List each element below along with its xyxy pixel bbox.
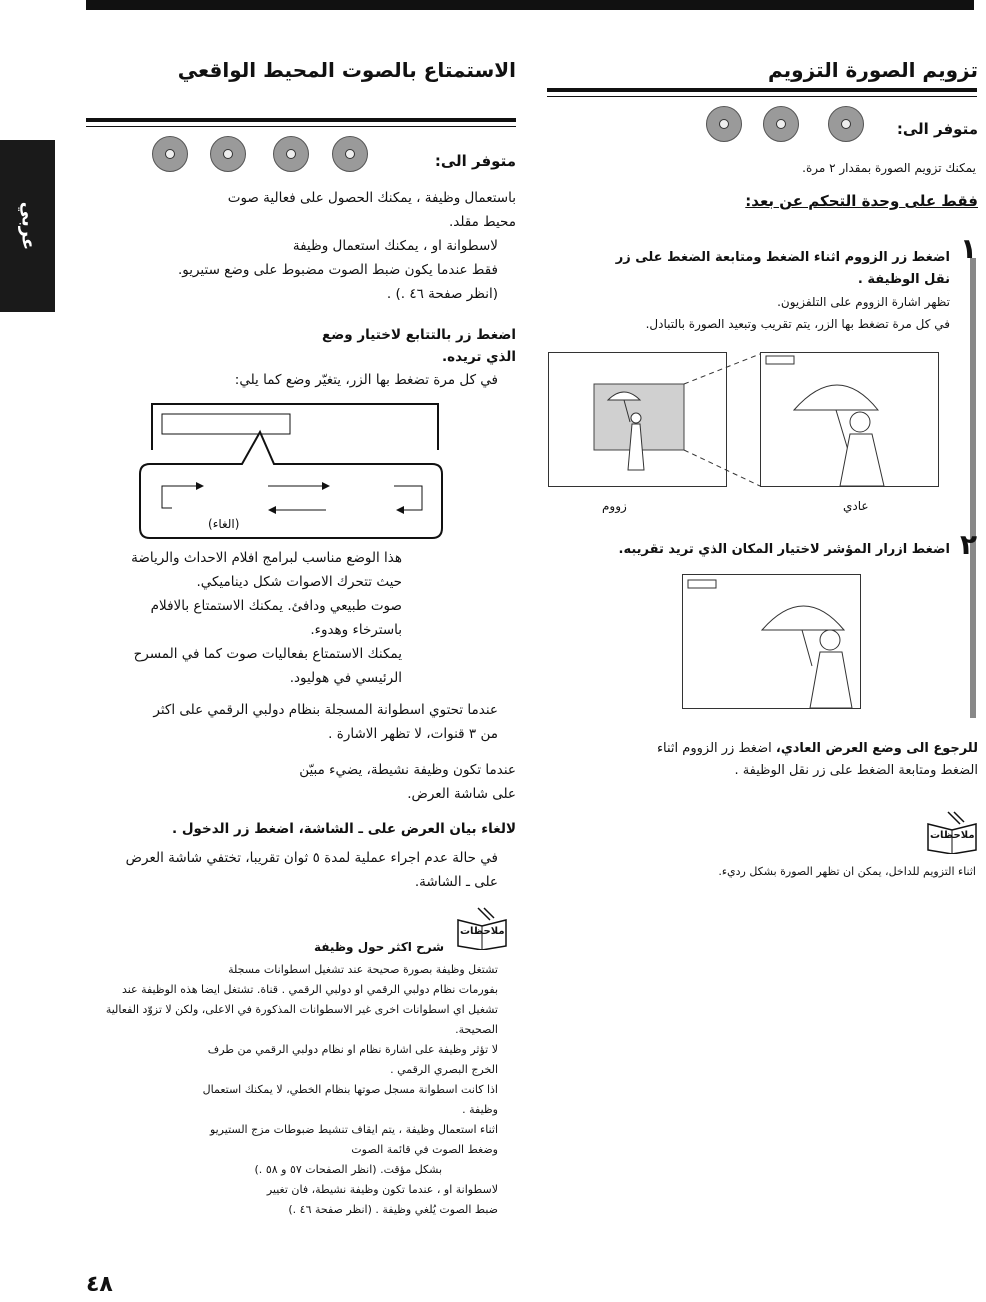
para2-line2: على شاشة العرض. <box>407 786 516 802</box>
surround-step-body: في كل مرة تضغط بها الزر، يتغيّر وضع كما يلي: <box>234 372 498 388</box>
cancel-display-body-1: في حالة عدم اجراء عملية لمدة ٥ ثوان تقريبا، تختفي شاشة العرض <box>125 850 498 866</box>
language-tab-label: عربي <box>17 201 38 251</box>
mode-desc-5: يمكنك الاستمتاع بفعاليات صوت كما في المسرح <box>133 646 402 662</box>
label-zoom: زووم <box>602 499 627 513</box>
disc-icon <box>332 136 368 172</box>
cursor-illustration <box>682 574 862 710</box>
surround-step-title: اضغط زر بالتتابع لاختيار وضع <box>322 327 516 343</box>
page-number: ٤٨ <box>86 1272 113 1297</box>
note-line-10: وضغط الصوت في قائمة الصوت <box>351 1143 498 1156</box>
return-normal-title: للرجوع الى وضع العرض العادي، <box>775 741 978 756</box>
surround-title-rule <box>86 118 516 122</box>
cursor-illustration-svg <box>682 574 862 710</box>
language-tab <box>0 140 55 312</box>
notes-heading: شرح اكثر حول وظيفة <box>313 940 444 954</box>
note-line-5: لا تؤثر وظيفة على اشارة نظام او نظام دولبي الرقمي من طرف <box>207 1043 498 1056</box>
cancel-label: (الغاء) <box>208 517 240 531</box>
surround-title-rule-thin <box>86 126 516 127</box>
note-line-9: اثناء استعمال وظيفة ، يتم ايقاف تنشيط ضبوطات مزج الستيريو <box>209 1123 498 1136</box>
para1-line1: عندما تحتوي اسطوانة المسجلة بنظام دولبي الرقمي على اكثر <box>153 702 498 718</box>
note-line-12: لاسطوانة او ، عندما تكون وظيفة نشيطة، فان تغيير <box>266 1183 498 1196</box>
disc-icon <box>273 136 309 172</box>
note-line-6: الخرج البصري الرقمي . <box>390 1063 498 1076</box>
note-line-3: تشغيل اي اسطوانات اخرى غير الاسطوانات المذكورة في الاعلى، ولكن لا تزوّد الفعالية <box>105 1003 498 1016</box>
notes-label: ملاحظات <box>460 926 505 937</box>
notes-book-icon <box>456 906 506 946</box>
note-line-13: ضبط الصوت يُلغي وظيفة . (انظر صفحة ٤٦ .) <box>288 1203 498 1216</box>
para2-line1: عندما تكون وظيفة نشيطة، يضيء مبيّن <box>299 762 516 778</box>
zoom-available-label: متوفر الى: <box>896 120 978 138</box>
zoom-title-rule-thin <box>547 96 977 97</box>
surround-intro-4: فقط عندما يكون ضبط الصوت مضبوط على وضع ستيريو. <box>177 262 498 278</box>
disc-icon <box>152 136 188 172</box>
step2-title: اضغط ازرار المؤشر لاختيار المكان الذي تريد تقريبه. <box>618 542 950 557</box>
disc-icon <box>763 106 799 142</box>
surround-step-title-2: الذي تريده. <box>442 349 516 365</box>
note-line-11: بشكل مؤقت. (انظر الصفحات ٥٧ و ٥٨ .) <box>254 1163 442 1176</box>
step1-body-1: تظهر اشارة الزووم على التلفزيون. <box>777 295 950 309</box>
note-line-4: الصحيحة. <box>455 1023 498 1036</box>
surround-available-label: متوفر الى: <box>434 152 516 170</box>
surround-intro-5: (انظر صفحة ٤٦ .) . <box>386 286 498 302</box>
zoom-illustration-svg <box>548 350 940 490</box>
zoom-title-rule <box>547 88 977 92</box>
return-normal-body-2: الضغط ومتابعة الضغط على زر نقل الوظيفة . <box>734 763 978 778</box>
top-border-bar <box>86 0 974 10</box>
surround-mode-diagram-svg <box>138 400 444 540</box>
disc-icon <box>706 106 742 142</box>
cancel-display-body-2: على ـ الشاشة. <box>414 874 498 890</box>
label-normal: عادي <box>843 499 869 513</box>
surround-intro-1: باستعمال وظيفة ، يمكنك الحصول على فعالية صوت <box>227 190 516 206</box>
note-line-1: تشتغل وظيفة بصورة صحيحة عند تشغيل اسطوانات مسجلة <box>228 963 498 976</box>
zoom-note: اثناء التزويم للداخل، يمكن ان تظهر الصورة بشكل رديء. <box>718 865 976 878</box>
zoom-illustration <box>548 350 940 490</box>
note-line-7: اذا كانت اسطوانة مسجل صوتها بنظام الخطي، لا يمكنك استعمال <box>202 1083 498 1096</box>
surround-intro-3: لاسطوانة او ، يمكنك استعمال وظيفة <box>292 238 498 254</box>
surround-intro-2: محيط مقلد. <box>448 214 516 230</box>
para1-line2: من ٣ قنوات، لا تظهر الاشارة . <box>328 726 498 742</box>
step1-body-2: في كل مرة تضغط بها الزر، يتم تقريب وتبعيد الصورة بالتبادل. <box>645 317 950 331</box>
zoom-title: تزويم الصورة التزويم <box>767 58 978 82</box>
notes-label: ملاحظات <box>930 830 975 841</box>
mode-desc-6: الرئيسي في هوليود. <box>289 670 402 686</box>
return-normal-body-1: اضغط زر الزووم اثناء <box>656 741 772 756</box>
disc-icon <box>210 136 246 172</box>
steps-side-bar <box>970 258 976 718</box>
surround-mode-diagram <box>138 400 444 540</box>
step1-title: اضغط زر الزووم اثناء الضغط ومتابعة الضغط على زر <box>615 250 950 265</box>
return-normal-1 <box>548 738 978 760</box>
note-line-2: بفورمات نظام دولبي الرقمي او دولبي الرقمي . قناة. تشتغل ايضا هذه الوظيفة عند <box>121 983 498 996</box>
step2-number: ٢ <box>960 528 978 561</box>
cancel-display-heading: لالغاء بيان العرض على ـ الشاشة، اضغط زر الدخول . <box>172 821 516 837</box>
mode-desc-2: حيث تتحرك الاصوات شكل ديناميكي. <box>196 574 402 590</box>
notes-book-icon <box>926 810 976 850</box>
mode-desc-4: باسترخاء وهدوء. <box>310 622 402 638</box>
step1-title-2: نقل الوظيفة . <box>857 272 950 287</box>
step1-number: ١ <box>960 232 978 265</box>
mode-desc-1: هذا الوضع مناسب لبرامج افلام الاحداث والرياضة <box>131 550 402 566</box>
mode-desc-3: صوت طبيعي ودافئ. يمكنك الاستمتاع بالافلام <box>150 598 402 614</box>
note-line-8: وظيفة . <box>462 1103 498 1116</box>
zoom-intro: يمكنك تزويم الصورة بمقدار ٢ مرة. <box>802 161 976 175</box>
surround-title: الاستمتاع بالصوت المحيط الواقعي <box>177 58 516 82</box>
remote-only-heading: فقط على وحدة التحكم عن بعد: <box>745 192 978 210</box>
